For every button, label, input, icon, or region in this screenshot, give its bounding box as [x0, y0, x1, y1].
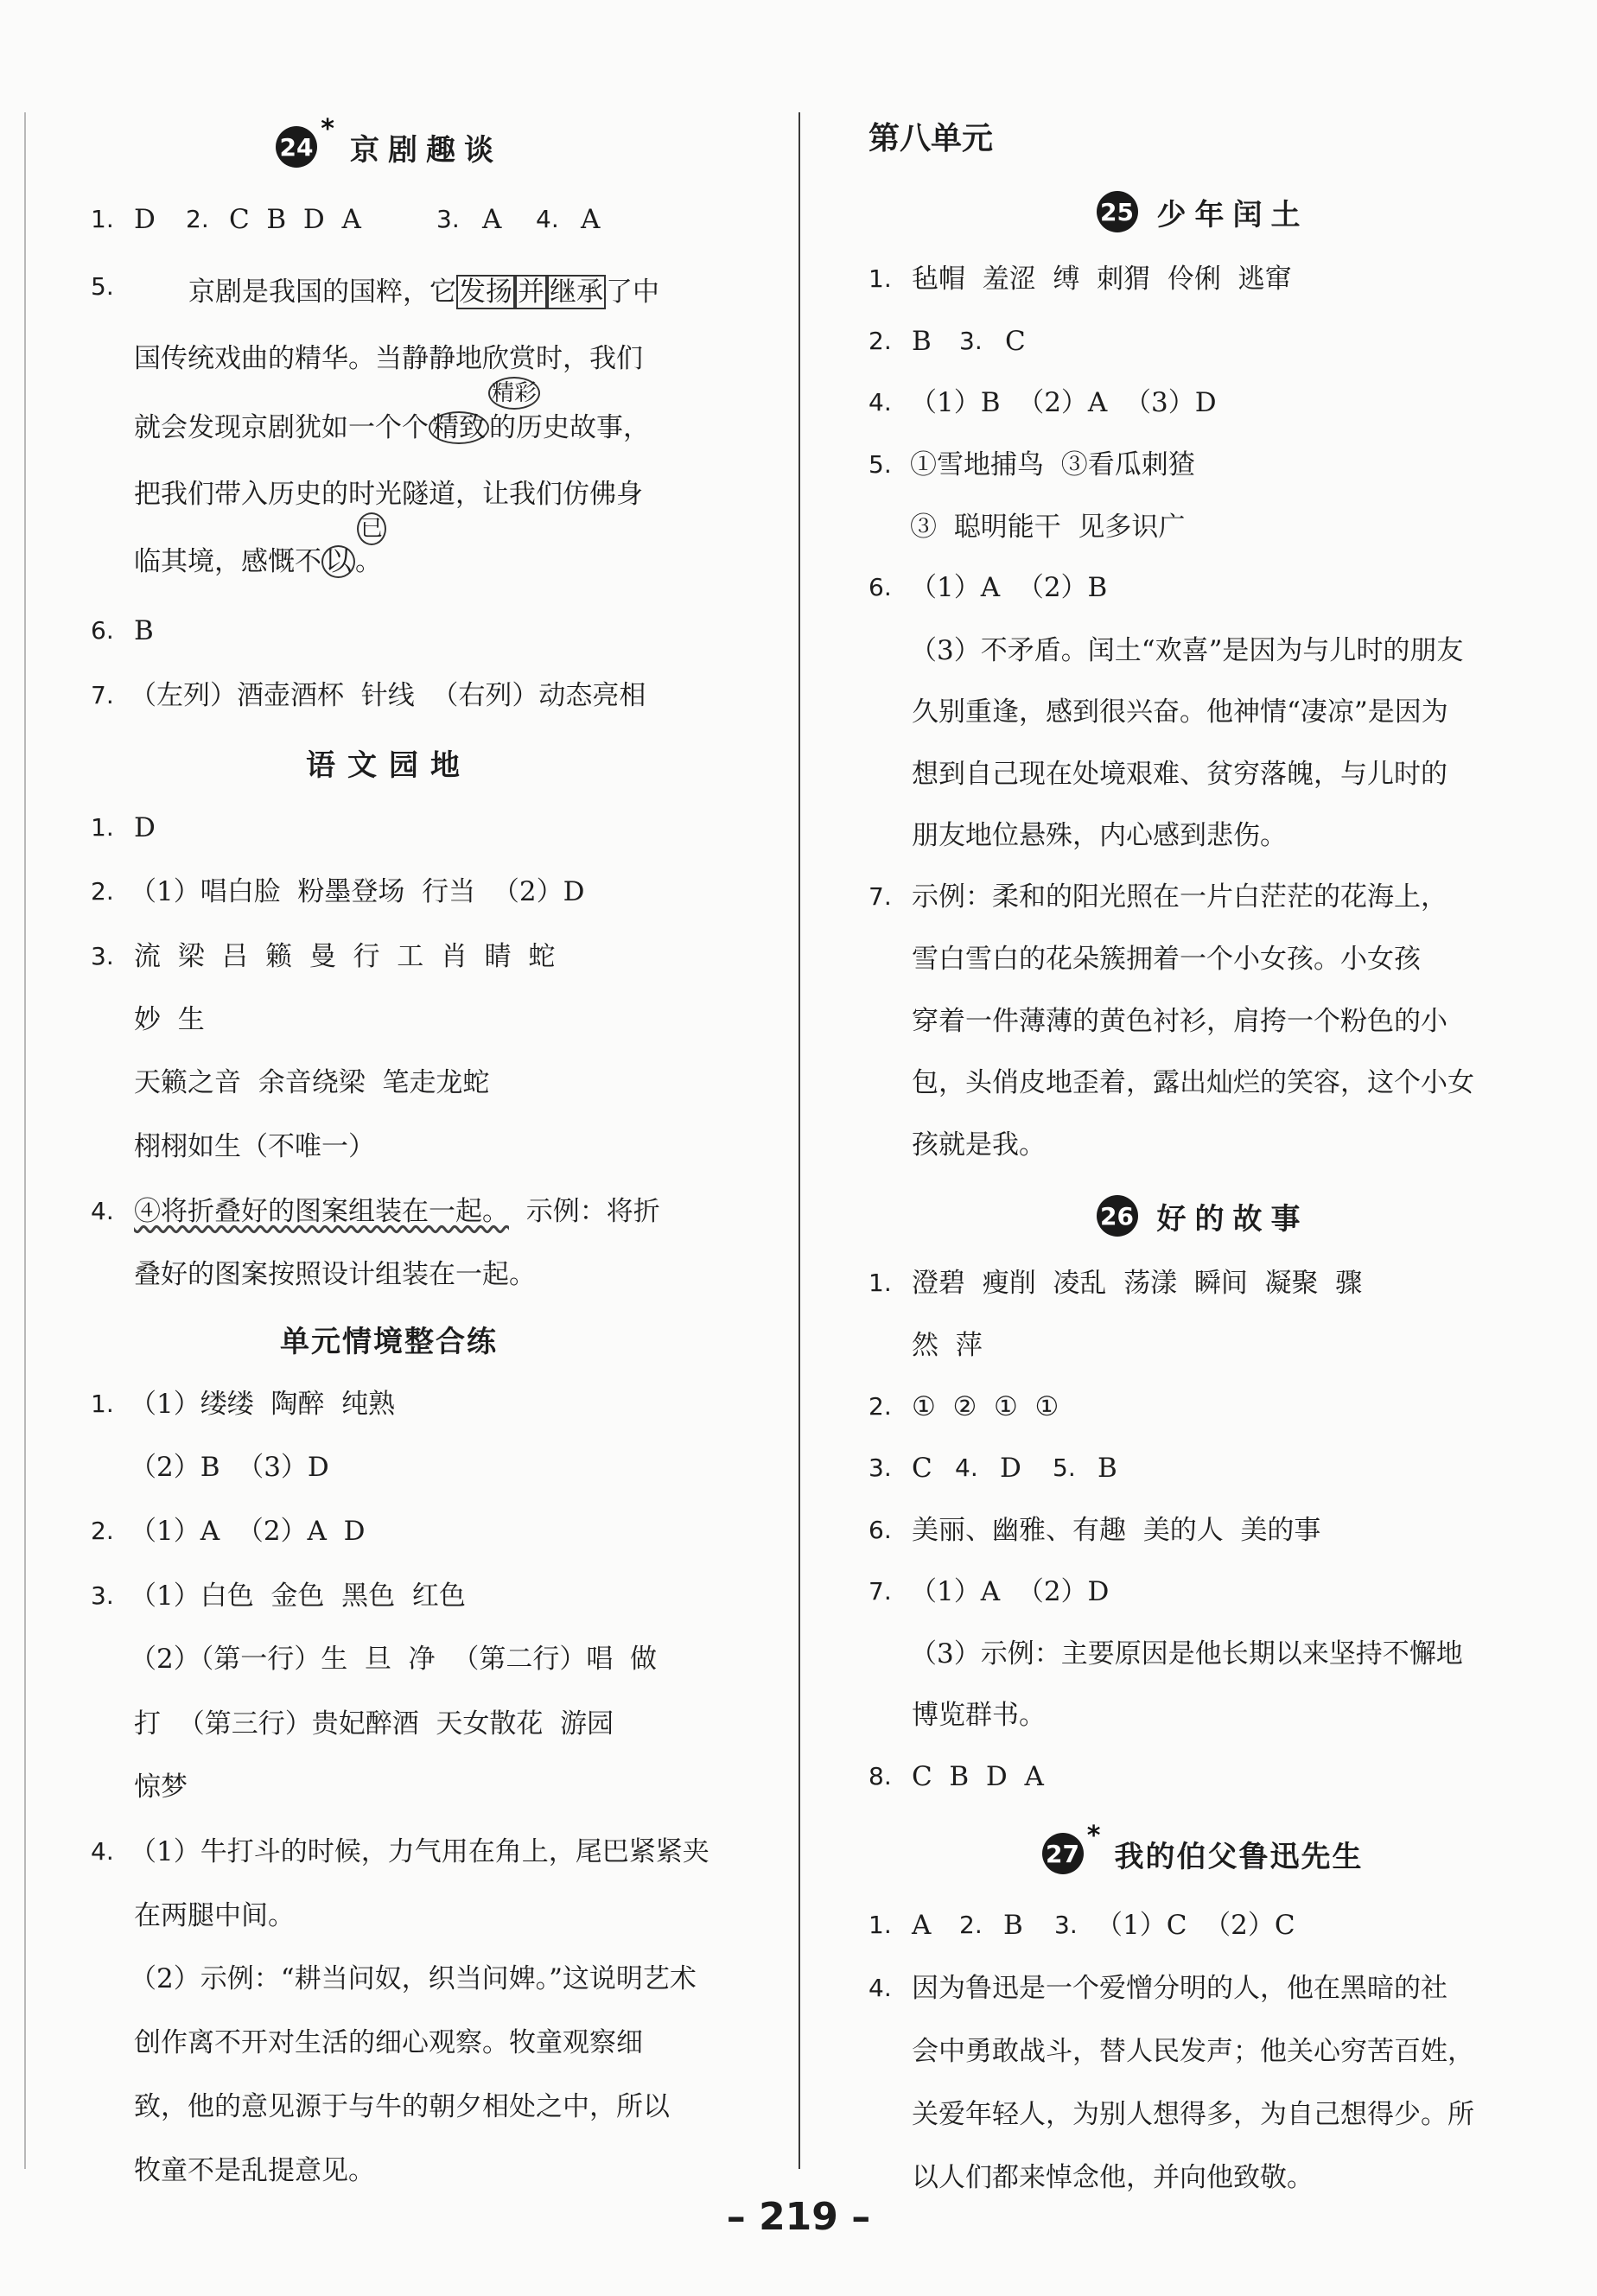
page-footer: – 219 –: [726, 2195, 871, 2239]
lesson-title-text: 少年闰土: [1156, 197, 1309, 232]
answer-text: ①雪地捕鸟 ③看瓜刺猹: [910, 449, 1195, 480]
answer-text: B: [1098, 1453, 1117, 1484]
answer-text: 然 萍: [912, 1330, 983, 1361]
question-number: 1.: [868, 264, 892, 293]
question-number: 3.: [959, 327, 983, 355]
answer-text: B: [1003, 1910, 1023, 1941]
lesson-title-text: 我的伯父鲁迅先生: [1114, 1839, 1364, 1874]
question-number: 1.: [91, 205, 114, 233]
answer-text: 朋友地位悬殊，内心感到悲伤。: [912, 820, 1287, 851]
question-number: 4.: [536, 205, 559, 233]
answer-text: A: [482, 204, 502, 235]
answer-text: （1）缕缕 陶醉 纯熟: [130, 1389, 396, 1420]
question-number: 2.: [868, 327, 892, 355]
answer-text: 京剧是我国的国粹，它: [188, 277, 456, 308]
answer-text: 雪白雪白的花朵簇拥着一个小女孩。小女孩: [912, 944, 1421, 975]
answer-text: （1）A （2）A D: [130, 1516, 366, 1547]
answer-text: C B D A: [229, 204, 361, 235]
lesson-title-text: 好的故事: [1156, 1201, 1309, 1237]
circled-word: 精致: [429, 411, 489, 444]
answer-text: 打 （第三行）贵妃醉酒 天女散花 游园: [134, 1708, 614, 1739]
answer-text: 致，他的意见源于与牛的朝夕相处之中，所以: [134, 2091, 670, 2122]
answer-text: （1）唱白脸 粉墨登场 行当 （2）D: [130, 876, 585, 907]
answer-text: 栩栩如生（不唯一）: [134, 1131, 375, 1162]
question-number: 4.: [91, 1197, 114, 1225]
answer-text: A: [581, 204, 601, 235]
answer-text: （1）B （2）A （3）D: [910, 387, 1217, 418]
correction-line: [188, 275, 659, 309]
answer-text: （2）示例：“耕当问奴，织当问婢。”这说明艺术: [130, 1963, 697, 1994]
column-divider: [798, 112, 800, 2169]
circled-word: 以: [321, 545, 355, 578]
answer-text: 澄碧 瘦削 凌乱 荡漾 瞬间 凝聚 骤: [912, 1268, 1363, 1299]
answer-text: C: [912, 1453, 932, 1484]
question-number: 8.: [868, 1762, 892, 1790]
answer-text: 把我们带入历史的时光隧道，让我们仿佛身: [134, 479, 643, 510]
question-number: 2.: [91, 1517, 114, 1545]
correction-line: [134, 544, 382, 579]
answer-text: （3）示例：主要原因是他长期以来坚持不懈地: [910, 1638, 1463, 1670]
answer-text: 以人们都来悼念他，并向他致敬。: [912, 2162, 1314, 2193]
boxed-word: 发扬: [456, 275, 515, 309]
question-number: 5.: [91, 272, 114, 301]
boxed-word: 继承: [547, 275, 606, 309]
answer-text: D: [1000, 1453, 1021, 1484]
unit-heading: 第八单元: [868, 121, 994, 156]
answer-text: 想到自己现在处境艰难、贫穷落魄，与儿时的: [912, 759, 1447, 790]
answer-text: 就会发现京剧犹如一个个: [134, 412, 429, 443]
wavy-underlined-sentence: ④将折叠好的图案组装在一起。: [134, 1196, 509, 1227]
answer-line: [134, 1194, 660, 1229]
lesson-badge: 26: [1097, 1195, 1138, 1237]
question-number: 4.: [91, 1837, 114, 1866]
answer-text: ③ 聪明能干 见多识广: [910, 512, 1186, 543]
answer-text: 示例：将折: [509, 1196, 660, 1227]
question-number: 4.: [868, 1974, 892, 2002]
question-number: 6.: [91, 616, 114, 645]
answer-text: 毡帽 羞涩 缚 刺猬 伶俐 逃窜: [912, 264, 1292, 295]
answer-text: B: [134, 615, 154, 646]
answer-text: 关爱年轻人，为别人想得多，为自己想得少。所: [912, 2099, 1474, 2130]
answer-text: （2）B （3）D: [130, 1452, 329, 1483]
question-number: 5.: [868, 450, 892, 479]
answer-text: 惊梦: [134, 1771, 188, 1803]
question-number: 1.: [91, 813, 114, 842]
answer-text: 久别重逢，感到很兴奋。他神情“凄凉”是因为: [912, 696, 1448, 728]
lesson-badge: 27 *: [1042, 1833, 1084, 1874]
question-number: 1.: [868, 1269, 892, 1297]
answer-text: A: [912, 1910, 932, 1941]
question-number: 5.: [1053, 1453, 1076, 1482]
answer-text: 国传统戏曲的精华。当静静地欣赏时，我们: [134, 343, 643, 374]
answer-text: 示例：柔和的阳光照在一片白茫茫的花海上，: [912, 881, 1447, 913]
optional-star-icon: *: [321, 114, 334, 144]
inserted-word: 精彩: [488, 377, 540, 410]
lesson-26-title: [808, 1191, 1597, 1241]
answer-text: 叠好的图案按照设计组装在一起。: [134, 1259, 536, 1290]
answer-text: 创作离不开对生活的细心观察。牧童观察细: [134, 2027, 643, 2058]
answer-text: （左列）酒壶酒杯 针线 （右列）动态亮相: [130, 680, 646, 711]
question-number: 3.: [91, 1581, 114, 1610]
answer-text: 。: [355, 546, 382, 577]
question-number: 3.: [1054, 1911, 1078, 1939]
optional-star-icon: *: [1086, 1821, 1101, 1851]
lesson-27-title: [808, 1821, 1597, 1879]
answer-text: D: [134, 812, 156, 843]
answer-text: 的历史故事，: [489, 412, 650, 443]
question-number: 1.: [91, 1390, 114, 1418]
question-number: 3.: [868, 1453, 892, 1482]
lesson-badge: 24 *: [276, 126, 317, 168]
answer-text: （1）A （2）D: [910, 1576, 1110, 1607]
section-title-unit-practice: 单元情境整合练: [280, 1325, 498, 1359]
answer-text: B: [912, 326, 932, 357]
answer-text: 妙 生: [134, 1004, 205, 1035]
question-number: 3.: [91, 942, 114, 970]
page-edge-shadow: [24, 112, 26, 2169]
answer-text: 穿着一件薄薄的黄色衬衫，肩挎一个粉色的小: [912, 1006, 1447, 1037]
answer-text: 因为鲁迅是一个爱憎分明的人，他在黑暗的社: [912, 1973, 1447, 2004]
question-number: 7.: [868, 1577, 892, 1606]
question-number: 3.: [436, 205, 460, 233]
question-number: 2.: [186, 205, 209, 233]
answer-text: 流 梁 吕 籁 曼 行 工 肖 睛 蛇: [134, 941, 556, 972]
question-number: 7.: [868, 882, 892, 911]
question-number: 6.: [868, 1516, 892, 1544]
answer-text: （3）不矛盾。闰土“欢喜”是因为与儿时的朋友: [910, 635, 1464, 666]
section-title-yuwen-garden: 语文园地: [306, 748, 472, 783]
answer-text: D: [134, 204, 156, 235]
answer-text: 了中: [606, 277, 659, 308]
page-number: 219: [759, 2195, 838, 2239]
answer-text: C B D A: [912, 1761, 1044, 1792]
answer-text: 临其境，感慨不: [134, 546, 321, 577]
lesson-title-text: 京剧趣谈: [350, 132, 502, 168]
lesson-24-title: [0, 114, 778, 173]
answer-text: 博览群书。: [912, 1700, 1046, 1731]
answer-text: （1）白色 金色 黑色 红色: [130, 1580, 466, 1612]
answer-text: 会中勇敢战斗，替人民发声；他关心穷苦百姓，: [912, 2036, 1474, 2067]
answer-text: （1）C （2）C: [1096, 1910, 1295, 1941]
correction-line: [134, 410, 650, 445]
boxed-word: 并: [515, 275, 547, 309]
answer-text: 孩就是我。: [912, 1129, 1046, 1161]
answer-text: （1）A （2）B: [910, 572, 1108, 603]
answer-text: 在两腿中间。: [134, 1900, 295, 1931]
answer-text: （1）牛打斗的时候，力气用在角上，尾巴紧紧夹: [130, 1836, 709, 1867]
answer-text: 美丽、幽雅、有趣 美的人 美的事: [912, 1515, 1321, 1546]
question-number: 1.: [868, 1911, 892, 1939]
lesson-badge: 25: [1097, 191, 1138, 232]
answer-text: C: [1005, 326, 1026, 357]
question-number: 4.: [955, 1453, 978, 1482]
question-number: 2.: [868, 1392, 892, 1421]
answer-text: （2）（第一行）生 旦 净 （第二行）唱 做: [130, 1644, 658, 1675]
question-number: 7.: [91, 681, 114, 709]
answer-text: ① ② ① ①: [912, 1391, 1059, 1422]
question-number: 2.: [959, 1911, 983, 1939]
lesson-25-title: [808, 186, 1597, 238]
inserted-word: 已: [357, 512, 386, 545]
answer-text: 包，头俏皮地歪着，露出灿烂的笑容，这个小女: [912, 1067, 1474, 1098]
question-number: 6.: [868, 573, 892, 601]
question-number: 4.: [868, 388, 892, 417]
question-number: 2.: [91, 877, 114, 906]
answer-text: 牧童不是乱提意见。: [134, 2155, 375, 2186]
answer-text: 天籁之音 余音绕梁 笔走龙蛇: [134, 1067, 490, 1098]
